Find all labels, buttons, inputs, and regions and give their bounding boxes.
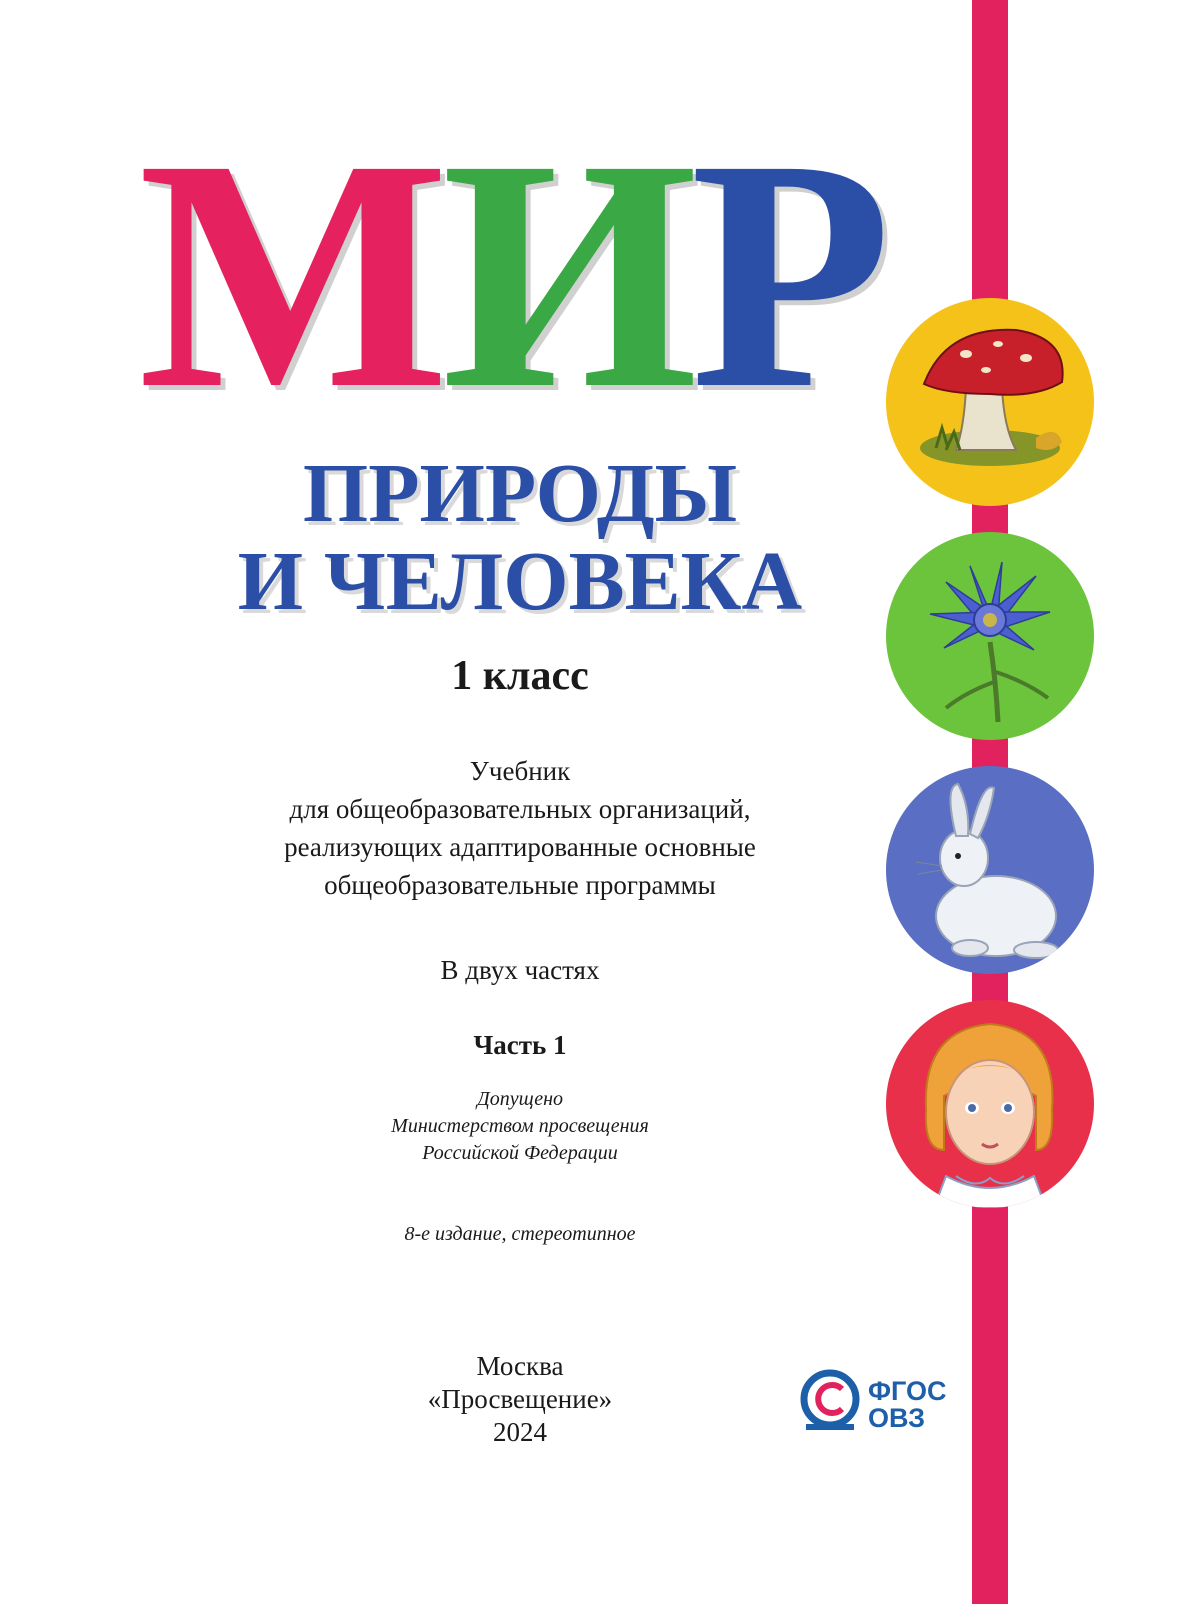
description-line: общеобразовательные программы (324, 870, 716, 900)
book-description (0, 752, 1040, 904)
logo-line-2: ОВЗ (868, 1403, 926, 1433)
subtitle-line-1: ПРИРОДЫ (302, 447, 738, 540)
cornflower-circle (886, 532, 1094, 740)
approval-note (0, 1086, 1040, 1167)
grade-label: 1 класс (451, 653, 589, 699)
description-line: реализующих адаптированные основные (284, 832, 756, 862)
cornflower-icon (886, 532, 1094, 740)
edition-note: 8-е издание, стереотипное (404, 1223, 636, 1245)
hare-icon (886, 766, 1094, 974)
girl-icon (886, 1000, 1094, 1208)
parts-note: В двух частях (440, 955, 600, 985)
description-line: Учебник (469, 756, 571, 786)
title-letter-r: Р (690, 92, 884, 457)
mushroom-icon (886, 298, 1094, 506)
approval-line: Министерством просвещения (391, 1115, 649, 1137)
imprint-city: Москва (476, 1351, 564, 1381)
approval-line: Допущено (477, 1088, 563, 1110)
title-letter-i: И (441, 92, 691, 457)
fgos-logo-text (868, 1378, 947, 1432)
description-line: для общеобразовательных организаций, (289, 794, 751, 824)
imprint-year: 2024 (493, 1417, 547, 1447)
subtitle-line-2: И ЧЕЛОВЕКА (237, 535, 803, 628)
mushroom-circle (886, 298, 1094, 506)
title-letter-m: М (138, 92, 442, 457)
logo-line-1: ФГОС (868, 1376, 947, 1406)
part-label: Часть 1 (473, 1030, 567, 1060)
girl-circle (886, 1000, 1094, 1208)
main-title (138, 92, 938, 457)
imprint-publisher: «Просвещение» (427, 1384, 613, 1414)
hare-circle (886, 766, 1094, 974)
approval-line: Российской Федерации (422, 1142, 618, 1164)
